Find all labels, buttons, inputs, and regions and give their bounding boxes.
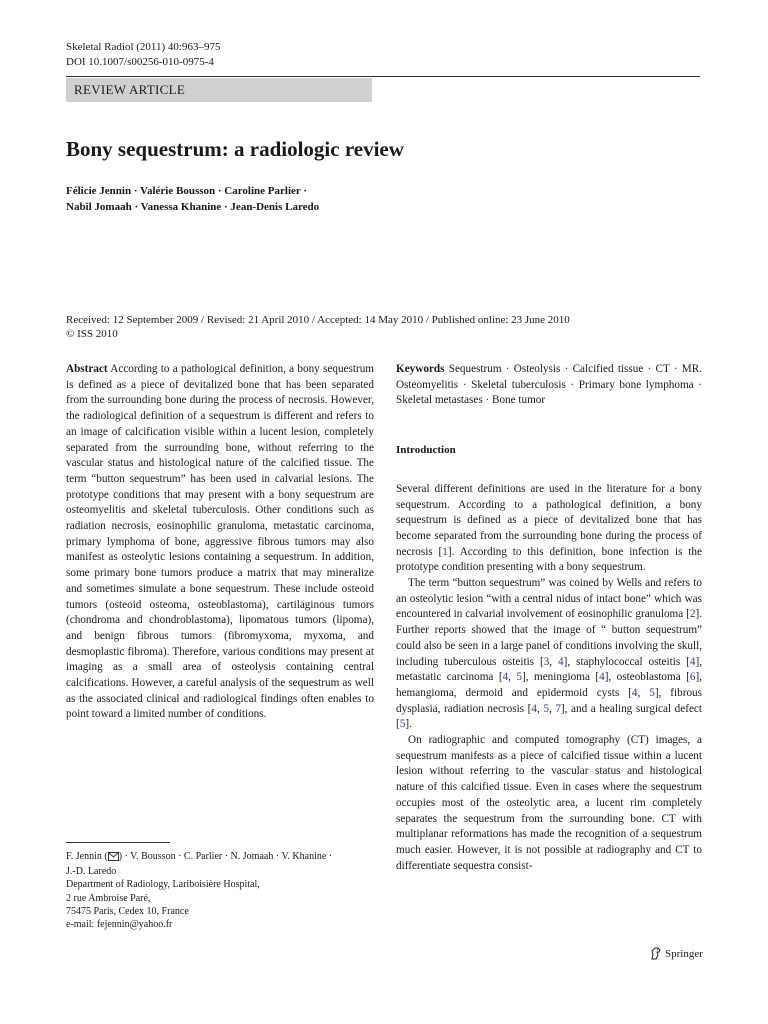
citation-link[interactable]: 4: [599, 671, 605, 684]
citation-link[interactable]: 5: [543, 702, 549, 715]
publisher-logo: [650, 947, 703, 960]
citation-link[interactable]: 4: [631, 686, 638, 699]
author-line-1: Félicie Jennin · Valérie Bousson · Caroline Parlier ·: [66, 185, 307, 197]
citation-link[interactable]: 1: [442, 545, 448, 558]
header-rule: [66, 76, 700, 77]
footnote-authors: F. Jennin ( ) · V. Bousson · C. Parlier · N. Jomaah · V. Khanine ·: [66, 850, 376, 865]
journal-citation: Skeletal Radiol (2011) 40:963–975: [66, 41, 221, 53]
citation-link[interactable]: 5: [649, 686, 655, 699]
author-list: [66, 183, 319, 215]
footnote-email: e-mail: fejennin@yahoo.fr: [66, 919, 173, 931]
abstract-text: According to a pathological definition, a bony sequestrum is defined as a piece of devitalized bone that has been separated from the surrounding bone during the process of necrosis. However, the radiological definition of a sequestrum is different and refers to an image of calcification visible within a lucent lesion, completely separated from the surrounding bone, without referring to the vascular status and histological nature of the calcified tissue. The term “button sequestrum” has been used in calvarial lesions. The prototype conditions that may present with a bony sequestrum are osteomyelitis and skeletal tuberculosis. Other conditions such as radiation necrosis, eosinophilic granuloma, metastatic carcinoma, primary lymphoma of bone, aggressive fibrous tumors may also manifest as osteolytic lesions containing a sequestrum. In addition, some primary bone tumors produce a matrix that may mineralize and sometimes simulate a bone sequestrum. These include osteoid tumors (osteoid osteoma, osteoblastoma), cartilaginous tumors (chondroma and chondroblastoma), lipomatous tumors (lipoma), and benign fibrous tumors (fibromyxoma, myxoma, and desmoplastic fibroma). Therefore, various conditions may present at imaging as a small area of osteolysis containing central calcifications. However, a careful analysis of the sequestrum as well as the associated clinical and radiological findings often enables to point toward a limited number of conditions.: [66, 363, 374, 721]
citation-link[interactable]: 7: [555, 702, 561, 715]
footnote-city: 75475 Paris, Cedex 10, France: [66, 905, 189, 917]
citation-link[interactable]: 5: [399, 718, 406, 731]
journal-header: [66, 40, 221, 70]
intro-paragraph-2: The term “button sequestrum” was coined by Wells and refers to an osteolytic lesion “with a central nidus of intact bone” which was encountered in calvarial involvement of eosinophilic granuloma [2]. Further reports showed that the image of “ button sequestrum” could also be seen in a large panel of conditions involving the skull, including tuberculous osteitis [3, 4], staphylococcal osteitis [4], metastatic carcinoma [4, 5], meningioma [4], osteoblastoma [6], hemangioma, dermoid and epidermoid cysts [4, 5], fibrous dysplasia, radiation necrosis [4, 5, 7], and a healing surgical defect [5].: [396, 577, 703, 731]
article-type-banner: [66, 78, 372, 102]
section-heading-introduction: Introduction: [396, 444, 456, 457]
springer-horse-icon: [650, 947, 662, 960]
keywords-text: Sequestrum · Osteolysis · Calcified tissue · CT · MR. Osteomyelitis · Skeletal tuberculosis · Primary bone lymphoma · Skeletal metastases · Bone tumor: [396, 363, 703, 407]
citation-link[interactable]: 4: [502, 671, 509, 684]
footnote-department: Department of Radiology, Lariboisière Hospital,: [66, 879, 260, 891]
article-type: REVIEW ARTICLE: [74, 82, 186, 97]
citation-link[interactable]: 3: [543, 655, 550, 668]
dates-line: Received: 12 September 2009 / Revised: 21 April 2010 / Accepted: 14 May 2010 / Published online: 23 June 2010: [66, 314, 570, 326]
copyright-line: © ISS 2010: [66, 328, 118, 340]
publisher-name: Springer: [665, 947, 703, 960]
keywords: [396, 362, 702, 409]
citation-link[interactable]: 4: [558, 655, 564, 668]
abstract: [66, 362, 374, 723]
publication-history: [66, 313, 570, 341]
intro-paragraph-3: On radiographic and computed tomography (CT) images, a sequestrum manifests as a piece of calcified tissue within a lucent lesion without referring to the vascular status and histological nature of this calcified tissue. Even in cases where the sequestrum occupies most of the osteolytic area, a lucent rim completely separates the sequestrum from the surrounding bone. CT with multiplanar reformations has made the recognition of a sequestrum much easier. However, it is not possible at radiography and CT to differentiate sequestra consist-: [396, 734, 702, 872]
footnote-street: 2 rue Ambroise Paré,: [66, 892, 151, 904]
abstract-label: Abstract: [66, 363, 108, 375]
citation-link[interactable]: 4: [689, 655, 696, 668]
keywords-label: Keywords: [396, 363, 445, 375]
citation-link[interactable]: 6: [689, 671, 696, 684]
author-affiliation-footnote: F. Jennin ( ) · V. Bousson · C. Parlier · N. Jomaah · V. Khanine · J.-D. Laredo Department of Radiology, Lariboisière Hospital, 2 rue Ambroise Paré, 75475 Paris, Cedex 10, France e-mail: fejennin@yahoo.fr: [66, 850, 376, 931]
right-column: [396, 362, 702, 874]
citation-link[interactable]: 4: [531, 702, 537, 715]
envelope-icon[interactable]: [108, 852, 119, 865]
citation-link[interactable]: 5: [516, 671, 523, 684]
abstract-column: [66, 362, 374, 723]
intro-paragraph-1: Several different definitions are used in the literature for a bony sequestrum. According to a pathological definition, a bony sequestrum is defined as a piece of devitalized bone that has become separated from the surrounding bone during the process of necrosis [1]. According to this definition, bone infection is the prototype condition presenting with a bony sequestrum.: [396, 482, 702, 574]
author-line-2: Nabil Jomaah · Vanessa Khanine · Jean-Denis Laredo: [66, 201, 320, 213]
citation-link[interactable]: 2: [689, 608, 696, 621]
footnote-rule: [66, 842, 170, 843]
article-title: Bony sequestrum: a radiologic review: [66, 137, 404, 161]
doi: DOI 10.1007/s00256-010-0975-4: [66, 56, 214, 68]
